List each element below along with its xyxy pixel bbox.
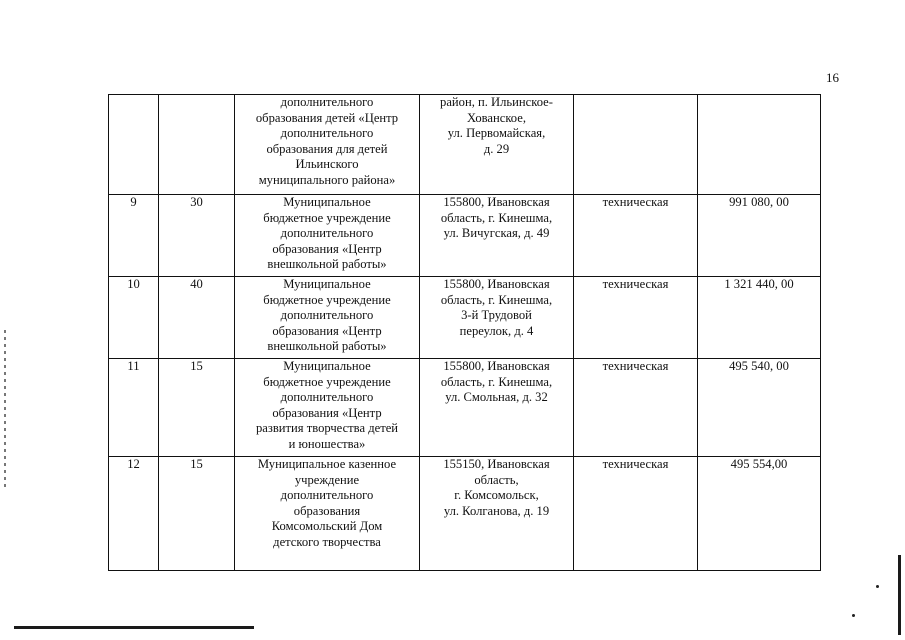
quantity-cell: 15	[159, 359, 235, 457]
institution-name-cell: Муниципальное казенное учреждение дополнительного образования Комсомольский Дом детского творчества	[235, 457, 420, 571]
table-row	[109, 195, 821, 277]
quantity-cell: 30	[159, 195, 235, 277]
price-cell: 991 080, 00	[698, 195, 821, 277]
price-cell: 495 540, 00	[698, 359, 821, 457]
table-row	[109, 277, 821, 359]
page-number: 16	[826, 70, 839, 85]
institution-name-cell: Муниципальное бюджетное учреждение дополнительного образования «Центр развития творчества детей и юношества»	[235, 359, 420, 457]
table-row	[109, 457, 821, 571]
address-cell: 155800, Ивановская область, г. Кинешма, ул. Вичугская, д. 49	[420, 195, 574, 277]
address-cell: 155150, Ивановская область, г. Комсомольск, ул. Колганова, д. 19	[420, 457, 574, 571]
scan-right-bar	[898, 555, 901, 635]
quantity-cell: 40	[159, 277, 235, 359]
security-type-cell: техническая	[574, 277, 698, 359]
security-type-cell	[574, 95, 698, 195]
institutions-table	[108, 94, 821, 571]
price-cell: 1 321 440, 00	[698, 277, 821, 359]
scan-dot	[876, 585, 879, 588]
security-type-cell: техническая	[574, 195, 698, 277]
security-type-cell: техническая	[574, 457, 698, 571]
address-cell: 155800, Ивановская область, г. Кинешма, ул. Смольная, д. 32	[420, 359, 574, 457]
security-type-cell: техническая	[574, 359, 698, 457]
row-number-cell: 9	[109, 195, 159, 277]
scan-bottom-bar	[14, 626, 254, 629]
quantity-cell: 15	[159, 457, 235, 571]
table-row	[109, 95, 821, 195]
price-cell	[698, 95, 821, 195]
scan-dot	[852, 614, 855, 617]
scan-edge-mark	[4, 330, 6, 490]
address-cell: 155800, Ивановская область, г. Кинешма, 3-й Трудовой переулок, д. 4	[420, 277, 574, 359]
price-cell: 495 554,00	[698, 457, 821, 571]
row-number-cell: 11	[109, 359, 159, 457]
institution-name-cell: Муниципальное бюджетное учреждение дополнительного образования «Центр внешкольной работы»	[235, 277, 420, 359]
institution-name-cell: Муниципальное бюджетное учреждение дополнительного образования «Центр внешкольной работы»	[235, 195, 420, 277]
row-number-cell	[109, 95, 159, 195]
quantity-cell	[159, 95, 235, 195]
row-number-cell: 12	[109, 457, 159, 571]
row-number-cell: 10	[109, 277, 159, 359]
institution-name-cell: дополнительного образования детей «Центр дополнительного образования для детей Ильинского муниципального района»	[235, 95, 420, 195]
table-row	[109, 359, 821, 457]
address-cell: район, п. Ильинское- Хованское, ул. Первомайская, д. 29	[420, 95, 574, 195]
